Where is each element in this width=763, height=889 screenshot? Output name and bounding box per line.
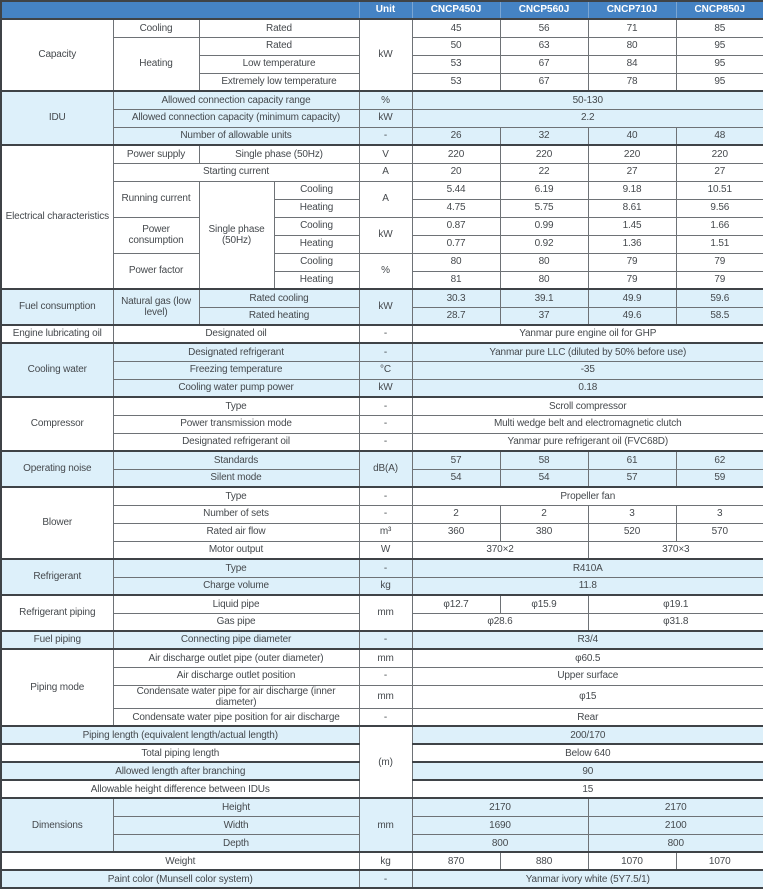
value-cell: 59 [676, 469, 763, 487]
value-cell: 3 [588, 505, 676, 523]
value-cell: 800 [588, 834, 763, 852]
row-label-cell: Single phase (50Hz) [199, 145, 359, 163]
section-label-cell: Capacity [1, 19, 113, 91]
row-label-cell: Number of sets [113, 505, 359, 523]
unit-cell: kW [359, 19, 412, 91]
value-cell: 870 [412, 852, 500, 870]
row-label-cell: Piping length (equivalent length/actual length) [1, 726, 359, 744]
row-label-cell: Heating [274, 199, 359, 217]
row-label-cell: Cooling [274, 217, 359, 235]
table-row [1, 127, 763, 145]
table-row [1, 631, 763, 649]
value-cell: 6.19 [500, 181, 588, 199]
value-cell: 3 [676, 505, 763, 523]
unit-cell: - [359, 505, 412, 523]
table-row [1, 523, 763, 541]
table-row [1, 19, 763, 37]
value-cell: 220 [588, 145, 676, 163]
unit-cell: kg [359, 852, 412, 870]
table-row [1, 379, 763, 397]
unit-cell: - [359, 415, 412, 433]
unit-cell: - [359, 487, 412, 505]
column-header-cell: CNCP450J [412, 1, 500, 19]
value-cell: 220 [500, 145, 588, 163]
row-label-cell: Heating [113, 37, 199, 91]
table-row [1, 505, 763, 523]
column-header-cell: CNCP560J [500, 1, 588, 19]
value-cell: 1.66 [676, 217, 763, 235]
value-cell: 28.7 [412, 307, 500, 325]
table-row [1, 852, 763, 870]
column-header-cell [1, 1, 359, 19]
row-label-cell: Depth [113, 834, 359, 852]
table-row [1, 289, 763, 307]
value-cell: 53 [412, 55, 500, 73]
value-cell: 27 [676, 163, 763, 181]
value-cell: 79 [588, 253, 676, 271]
column-header-cell: CNCP850J [676, 1, 763, 19]
row-label-cell: Low temperature [199, 55, 359, 73]
table-row [1, 415, 763, 433]
unit-cell: kg [359, 577, 412, 595]
table-row [1, 708, 763, 726]
unit-cell: (m) [359, 726, 412, 798]
row-label-cell: Designated oil [113, 325, 359, 343]
value-cell: 79 [588, 271, 676, 289]
value-cell: 5.44 [412, 181, 500, 199]
row-label-cell: Rated heating [199, 307, 359, 325]
value-cell: 95 [676, 55, 763, 73]
value-cell: R410A [412, 559, 763, 577]
value-cell: 360 [412, 523, 500, 541]
row-label-cell: Air discharge outlet pipe (outer diameter) [113, 649, 359, 667]
value-cell: Upper surface [412, 667, 763, 685]
row-label-cell: Liquid pipe [113, 595, 359, 613]
value-cell: Rear [412, 708, 763, 726]
row-label-cell: Cooling [113, 19, 199, 37]
row-label-cell: Allowed connection capacity range [113, 91, 359, 109]
value-cell: 2170 [412, 798, 588, 816]
row-label-cell: Freezing temperature [113, 361, 359, 379]
value-cell: 71 [588, 19, 676, 37]
row-label-cell: Standards [113, 451, 359, 469]
value-cell: 57 [588, 469, 676, 487]
column-header-cell: CNCP710J [588, 1, 676, 19]
value-cell: 58 [500, 451, 588, 469]
section-label-cell: Piping mode [1, 649, 113, 726]
table-row [1, 325, 763, 343]
value-cell: Yanmar pure engine oil for GHP [412, 325, 763, 343]
value-cell: 10.51 [676, 181, 763, 199]
value-cell: 63 [500, 37, 588, 55]
row-label-cell: Type [113, 559, 359, 577]
value-cell: 50-130 [412, 91, 763, 109]
value-cell: φ28.6 [412, 613, 588, 631]
value-cell: 200/170 [412, 726, 763, 744]
table-row [1, 685, 763, 708]
value-cell: 26 [412, 127, 500, 145]
row-label-cell: Cooling [274, 253, 359, 271]
unit-cell: - [359, 127, 412, 145]
row-label-cell: Running current [113, 181, 199, 217]
table-row [1, 181, 763, 199]
unit-cell: - [359, 708, 412, 726]
value-cell: 95 [676, 37, 763, 55]
row-label-cell: Allowed connection capacity (minimum capacity) [113, 109, 359, 127]
unit-cell: - [359, 667, 412, 685]
row-label-cell: Power factor [113, 253, 199, 289]
value-cell: φ60.5 [412, 649, 763, 667]
spec-table-body [1, 1, 763, 888]
row-label-cell: Power transmission mode [113, 415, 359, 433]
table-row [1, 109, 763, 127]
value-cell: 11.8 [412, 577, 763, 595]
row-label-cell: Connecting pipe diameter [113, 631, 359, 649]
value-cell: 0.18 [412, 379, 763, 397]
value-cell: 62 [676, 451, 763, 469]
value-cell: φ12.7 [412, 595, 500, 613]
table-row [1, 217, 763, 235]
section-label-cell: Refrigerant piping [1, 595, 113, 631]
unit-cell: mm [359, 649, 412, 667]
table-row [1, 91, 763, 109]
row-label-cell: Power consumption [113, 217, 199, 253]
value-cell: Below 640 [412, 744, 763, 762]
unit-cell: - [359, 325, 412, 343]
value-cell: 5.75 [500, 199, 588, 217]
value-cell: φ31.8 [588, 613, 763, 631]
value-cell: 80 [500, 271, 588, 289]
row-label-cell: Number of allowable units [113, 127, 359, 145]
table-row [1, 433, 763, 451]
value-cell: 22 [500, 163, 588, 181]
row-label-cell: Charge volume [113, 577, 359, 595]
value-cell: 56 [500, 19, 588, 37]
value-cell: 2170 [588, 798, 763, 816]
value-cell: 48 [676, 127, 763, 145]
value-cell: 380 [500, 523, 588, 541]
value-cell: 67 [500, 55, 588, 73]
row-label-cell: Condensate water pipe position for air discharge [113, 708, 359, 726]
section-label-cell: Electrical characteristics [1, 145, 113, 289]
table-row [1, 649, 763, 667]
unit-cell: kW [359, 217, 412, 253]
table-row [1, 361, 763, 379]
table-row [1, 798, 763, 816]
value-cell: 0.87 [412, 217, 500, 235]
value-cell: 67 [500, 73, 588, 91]
value-cell: 53 [412, 73, 500, 91]
value-cell: 4.75 [412, 199, 500, 217]
table-row [1, 163, 763, 181]
value-cell: 2 [500, 505, 588, 523]
value-cell: 1.36 [588, 235, 676, 253]
row-label-cell: Rated [199, 37, 359, 55]
value-cell: 1070 [676, 852, 763, 870]
value-cell: 80 [588, 37, 676, 55]
value-cell: 220 [412, 145, 500, 163]
row-label-cell: Starting current [113, 163, 359, 181]
value-cell: Propeller fan [412, 487, 763, 505]
row-label-cell: Extremely low temperature [199, 73, 359, 91]
unit-cell: - [359, 397, 412, 415]
value-cell: 9.18 [588, 181, 676, 199]
row-label-cell: Rated [199, 19, 359, 37]
row-label-cell: Designated refrigerant oil [113, 433, 359, 451]
value-cell: Multi wedge belt and electromagnetic clutch [412, 415, 763, 433]
table-row [1, 870, 763, 888]
unit-cell: °C [359, 361, 412, 379]
unit-cell: - [359, 343, 412, 361]
value-cell: 80 [500, 253, 588, 271]
table-header-row [1, 1, 763, 19]
section-label-cell: IDU [1, 91, 113, 145]
value-cell: 520 [588, 523, 676, 541]
unit-cell: kW [359, 289, 412, 325]
row-label-cell: Heating [274, 235, 359, 253]
row-label-cell: Air discharge outlet position [113, 667, 359, 685]
row-label-cell: Single phase (50Hz) [199, 181, 274, 289]
value-cell: 40 [588, 127, 676, 145]
unit-cell: W [359, 541, 412, 559]
value-cell: 39.1 [500, 289, 588, 307]
row-label-cell: Type [113, 397, 359, 415]
value-cell: 30.3 [412, 289, 500, 307]
table-row [1, 253, 763, 271]
value-cell: 1690 [412, 816, 588, 834]
unit-cell: - [359, 870, 412, 888]
value-cell: 2.2 [412, 109, 763, 127]
value-cell: 58.5 [676, 307, 763, 325]
value-cell: 54 [500, 469, 588, 487]
value-cell: 49.9 [588, 289, 676, 307]
row-label-cell: Allowed length after branching [1, 762, 359, 780]
section-label-cell: Compressor [1, 397, 113, 451]
value-cell: 2100 [588, 816, 763, 834]
value-cell: 1070 [588, 852, 676, 870]
unit-cell: m³ [359, 523, 412, 541]
row-label-cell: Power supply [113, 145, 199, 163]
unit-cell: A [359, 163, 412, 181]
value-cell: 0.99 [500, 217, 588, 235]
row-label-cell: Rated air flow [113, 523, 359, 541]
value-cell: 81 [412, 271, 500, 289]
unit-cell: % [359, 91, 412, 109]
value-cell: 1.51 [676, 235, 763, 253]
unit-cell: kW [359, 109, 412, 127]
value-cell: 79 [676, 271, 763, 289]
value-cell: 49.6 [588, 307, 676, 325]
unit-cell: mm [359, 798, 412, 852]
value-cell: 50 [412, 37, 500, 55]
row-label-cell: Designated refrigerant [113, 343, 359, 361]
value-cell: 9.56 [676, 199, 763, 217]
table-row [1, 451, 763, 469]
row-label-cell: Gas pipe [113, 613, 359, 631]
row-label-cell: Condensate water pipe for air discharge (inner diameter) [113, 685, 359, 708]
value-cell: 37 [500, 307, 588, 325]
unit-cell: kW [359, 379, 412, 397]
value-cell: φ15.9 [500, 595, 588, 613]
value-cell: Scroll compressor [412, 397, 763, 415]
value-cell: 45 [412, 19, 500, 37]
section-label-cell: Blower [1, 487, 113, 559]
unit-cell: A [359, 181, 412, 217]
value-cell: R3/4 [412, 631, 763, 649]
value-cell: φ19.1 [588, 595, 763, 613]
row-label-cell: Silent mode [113, 469, 359, 487]
value-cell: 1.45 [588, 217, 676, 235]
row-label-cell: Width [113, 816, 359, 834]
value-cell: 84 [588, 55, 676, 73]
value-cell: 800 [412, 834, 588, 852]
value-cell: 61 [588, 451, 676, 469]
row-label-cell: Natural gas (low level) [113, 289, 199, 325]
section-label-cell: Operating noise [1, 451, 113, 487]
section-label-cell: Refrigerant [1, 559, 113, 595]
row-label-cell: Paint color (Munsell color system) [1, 870, 359, 888]
table-row [1, 397, 763, 415]
value-cell: 85 [676, 19, 763, 37]
section-label-cell: Dimensions [1, 798, 113, 852]
value-cell: 59.6 [676, 289, 763, 307]
value-cell: 370×2 [412, 541, 588, 559]
row-label-cell: Weight [1, 852, 359, 870]
table-row [1, 726, 763, 744]
unit-cell: - [359, 559, 412, 577]
row-label-cell: Cooling water pump power [113, 379, 359, 397]
row-label-cell: Height [113, 798, 359, 816]
value-cell: 54 [412, 469, 500, 487]
value-cell: 370×3 [588, 541, 763, 559]
table-row [1, 577, 763, 595]
table-row [1, 541, 763, 559]
unit-cell: - [359, 433, 412, 451]
table-row [1, 487, 763, 505]
table-row [1, 145, 763, 163]
value-cell: 78 [588, 73, 676, 91]
unit-cell: mm [359, 595, 412, 631]
table-row [1, 595, 763, 613]
value-cell: Yanmar pure LLC (diluted by 50% before use) [412, 343, 763, 361]
section-label-cell: Cooling water [1, 343, 113, 397]
value-cell: 57 [412, 451, 500, 469]
row-label-cell: Allowable height difference between IDUs [1, 780, 359, 798]
row-label-cell: Heating [274, 271, 359, 289]
value-cell: 90 [412, 762, 763, 780]
unit-cell: dB(A) [359, 451, 412, 487]
row-label-cell: Rated cooling [199, 289, 359, 307]
table-row [1, 343, 763, 361]
value-cell: 2 [412, 505, 500, 523]
value-cell: 0.77 [412, 235, 500, 253]
unit-cell: % [359, 253, 412, 289]
section-label-cell: Fuel consumption [1, 289, 113, 325]
table-row [1, 667, 763, 685]
value-cell: 80 [412, 253, 500, 271]
section-label-cell: Engine lubricating oil [1, 325, 113, 343]
unit-cell: mm [359, 685, 412, 708]
unit-cell: - [359, 631, 412, 649]
row-label-cell: Type [113, 487, 359, 505]
column-header-cell: Unit [359, 1, 412, 19]
row-label-cell: Cooling [274, 181, 359, 199]
value-cell: 8.61 [588, 199, 676, 217]
table-row [1, 559, 763, 577]
value-cell: 220 [676, 145, 763, 163]
value-cell: 880 [500, 852, 588, 870]
row-label-cell: Total piping length [1, 744, 359, 762]
value-cell: 20 [412, 163, 500, 181]
unit-cell: V [359, 145, 412, 163]
value-cell: Yanmar pure refrigerant oil (FVC68D) [412, 433, 763, 451]
value-cell: φ15 [412, 685, 763, 708]
value-cell: 79 [676, 253, 763, 271]
section-label-cell: Fuel piping [1, 631, 113, 649]
value-cell: 95 [676, 73, 763, 91]
value-cell: 0.92 [500, 235, 588, 253]
value-cell: -35 [412, 361, 763, 379]
value-cell: Yanmar ivory white (5Y7.5/1) [412, 870, 763, 888]
value-cell: 32 [500, 127, 588, 145]
value-cell: 27 [588, 163, 676, 181]
value-cell: 15 [412, 780, 763, 798]
row-label-cell: Motor output [113, 541, 359, 559]
value-cell: 570 [676, 523, 763, 541]
